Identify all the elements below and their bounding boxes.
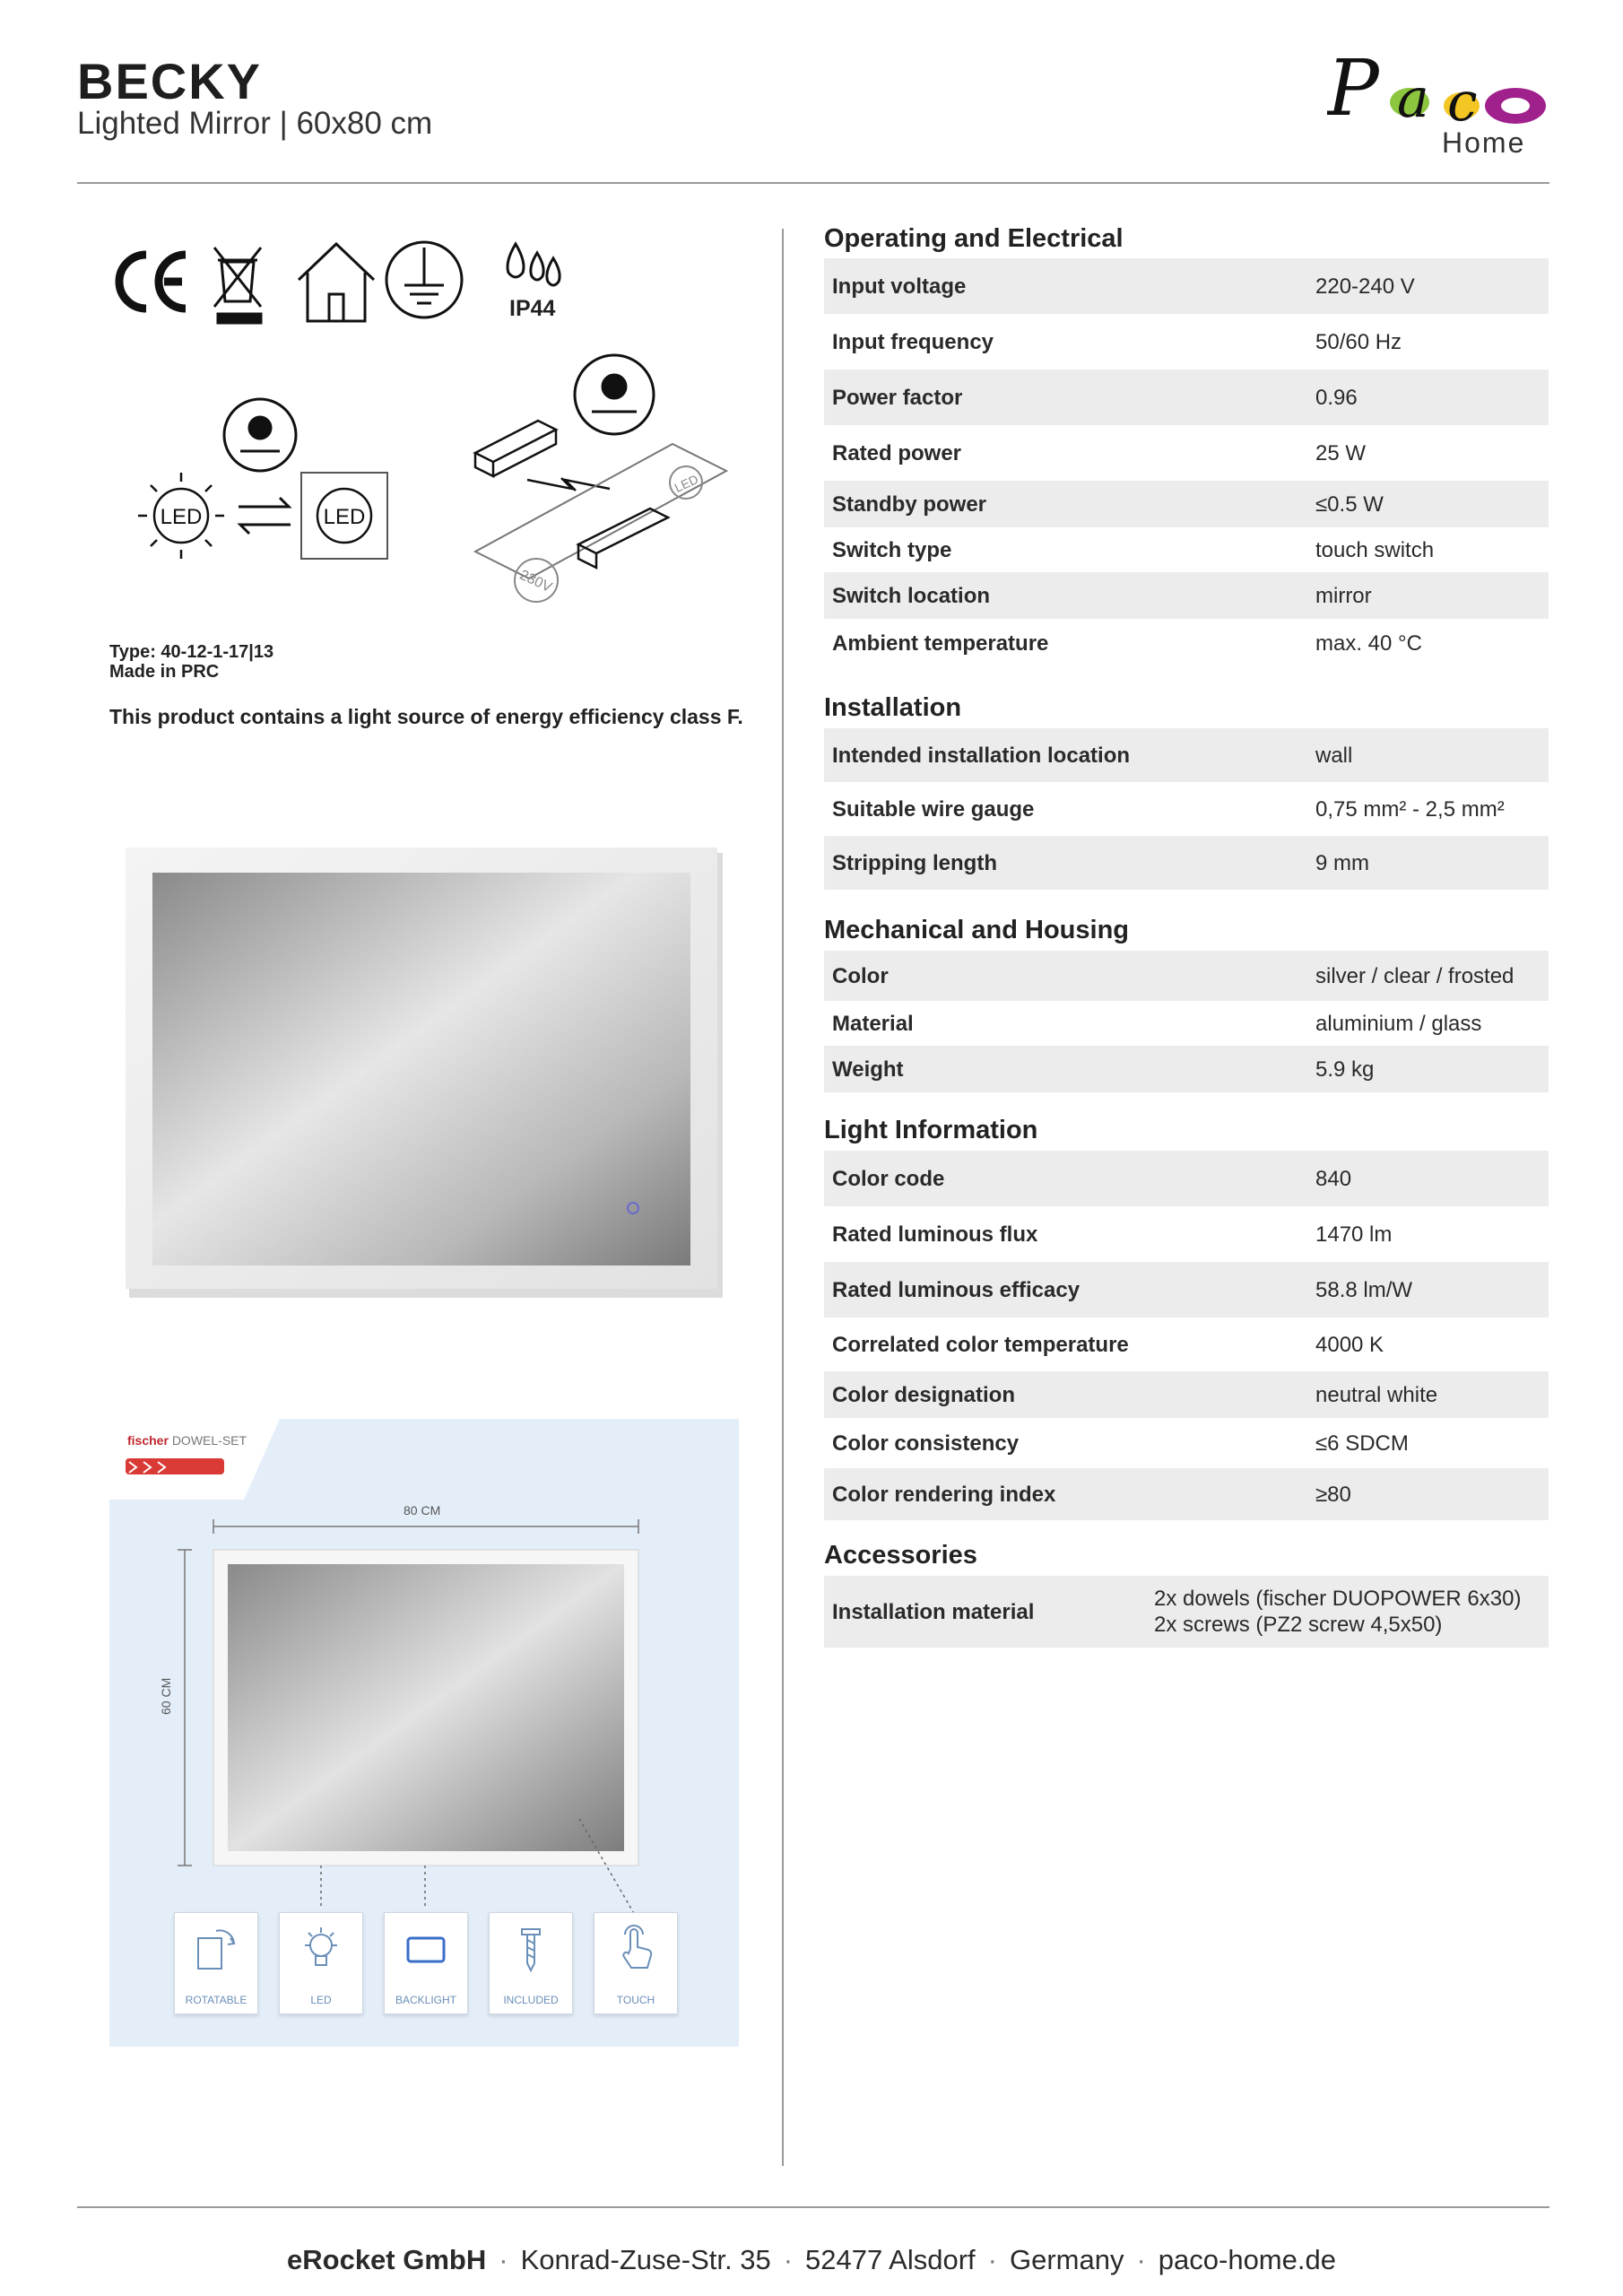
section-title-operating: Operating and Electrical	[824, 224, 1124, 253]
spec-row: Color rendering index ≥80	[824, 1468, 1549, 1520]
feature-included: INCLUDED	[489, 1912, 573, 2014]
svg-text:a: a	[1397, 67, 1429, 130]
spec-row: Material aluminium / glass	[832, 1012, 1482, 1036]
driver-box-icon	[475, 421, 610, 491]
spec-row: Weight 5.9 kg	[824, 1046, 1549, 1092]
water-drops-icon	[508, 244, 560, 285]
feature-rotatable: ROTATABLE	[174, 1912, 258, 2014]
feature-backlight: BACKLIGHT	[384, 1912, 468, 2014]
footer-country: Germany	[1009, 2244, 1124, 2275]
svg-text:c: c	[1447, 71, 1478, 134]
spec-row: Intended installation location wall	[824, 728, 1549, 782]
spec-row: Switch location mirror	[824, 572, 1549, 619]
svg-text:LED: LED	[160, 505, 203, 529]
spec-row: Power factor 0.96	[824, 370, 1549, 425]
made-in-line: Made in PRC	[109, 662, 220, 682]
footer-company: eRocket GmbH	[287, 2244, 487, 2275]
spec-row: Rated luminous flux 1470 lm	[832, 1222, 1393, 1247]
technician-icon-right	[575, 355, 654, 434]
mirror-product-image	[126, 848, 726, 1300]
touch-hand-icon	[609, 1922, 663, 1976]
svg-text:LED: LED	[323, 505, 366, 529]
spec-row: Input voltage 220-240 V	[824, 258, 1549, 314]
spec-row: Standby power ≤0.5 W	[824, 481, 1549, 527]
technician-icon	[224, 399, 296, 471]
weee-bin-icon	[214, 248, 261, 323]
height-dimension-label: 60 CM	[159, 1677, 173, 1715]
header-rule	[77, 182, 1549, 184]
exchange-arrows-icon	[239, 498, 291, 534]
driver-box-mounted-icon	[578, 509, 668, 568]
footer-website[interactable]: paco-home.de	[1158, 2244, 1336, 2275]
screw-icon	[504, 1922, 558, 1976]
type-line: Type: 40-12-1-17|13	[109, 642, 274, 662]
spec-row: Switch type touch switch	[832, 538, 1435, 562]
product-title: BECKY	[77, 53, 263, 109]
lightbulb-icon	[294, 1922, 348, 1976]
section-title-accessories: Accessories	[824, 1541, 977, 1570]
spec-row: Color consistency ≤6 SDCM	[832, 1431, 1409, 1456]
ip-rating-label: IP44	[509, 296, 556, 321]
footer-street: Konrad-Zuse-Str. 35	[520, 2244, 771, 2275]
section-title-installation: Installation	[824, 693, 962, 722]
spec-row: Correlated color temperature 4000 K	[832, 1333, 1384, 1357]
spec-row: Ambient temperature max. 40 °C	[832, 631, 1422, 656]
indoor-house-icon	[299, 244, 374, 321]
feature-led: LED	[279, 1912, 363, 2014]
spec-row: Color silver / clear / frosted	[824, 951, 1549, 1001]
paco-home-logo	[1327, 43, 1556, 160]
spec-row: Stripping length 9 mm	[824, 836, 1549, 890]
svg-text:P: P	[1327, 44, 1379, 134]
section-title-mechanical: Mechanical and Housing	[824, 916, 1129, 944]
installation-diagram	[126, 345, 735, 614]
dimension-infographic	[109, 1419, 739, 2047]
footer-rule	[77, 2206, 1549, 2208]
spec-row: Rated luminous efficacy 58.8 lm/W	[824, 1262, 1549, 1318]
mirror-back-panel-icon	[475, 444, 726, 578]
backlight-icon	[399, 1922, 453, 1976]
width-dimension-label: 80 CM	[404, 1503, 441, 1518]
ce-mark-icon	[119, 255, 186, 309]
footer-city: 52477 Alsdorf	[805, 2244, 976, 2275]
rotate-icon	[189, 1922, 243, 1976]
spec-row: Color designation neutral white	[824, 1371, 1549, 1418]
spec-row: Color code 840	[824, 1151, 1549, 1206]
svg-text:LED: LED	[672, 471, 701, 495]
spec-row: Suitable wire gauge 0,75 mm² - 2,5 mm²	[832, 797, 1505, 822]
spec-row: Installation material 2x dowels (fischer DUOPOWER 6x30) 2x screws (PZ2 screw 4,5x50)	[824, 1576, 1549, 1648]
logo-home-text: Home	[1442, 126, 1526, 159]
center-divider	[782, 229, 784, 2166]
product-subtitle: Lighted Mirror | 60x80 cm	[77, 106, 433, 141]
fischer-brand-label: fischer DOWEL-SET	[127, 1433, 247, 1448]
spec-row: Input frequency 50/60 Hz	[832, 330, 1402, 354]
feature-touch: TOUCH	[594, 1912, 678, 2014]
protection-class-icon	[386, 242, 462, 317]
footer-address: eRocket GmbH · Konrad-Zuse-Str. 35 · 52477 Alsdorf · Germany · paco-home.de	[287, 2244, 1336, 2275]
svg-text:230V: 230V	[516, 567, 554, 596]
spec-row: Rated power 25 W	[832, 441, 1367, 465]
section-title-light: Light Information	[824, 1116, 1038, 1144]
energy-efficiency-note: This product contains a light source of energy efficiency class F.	[109, 705, 743, 728]
